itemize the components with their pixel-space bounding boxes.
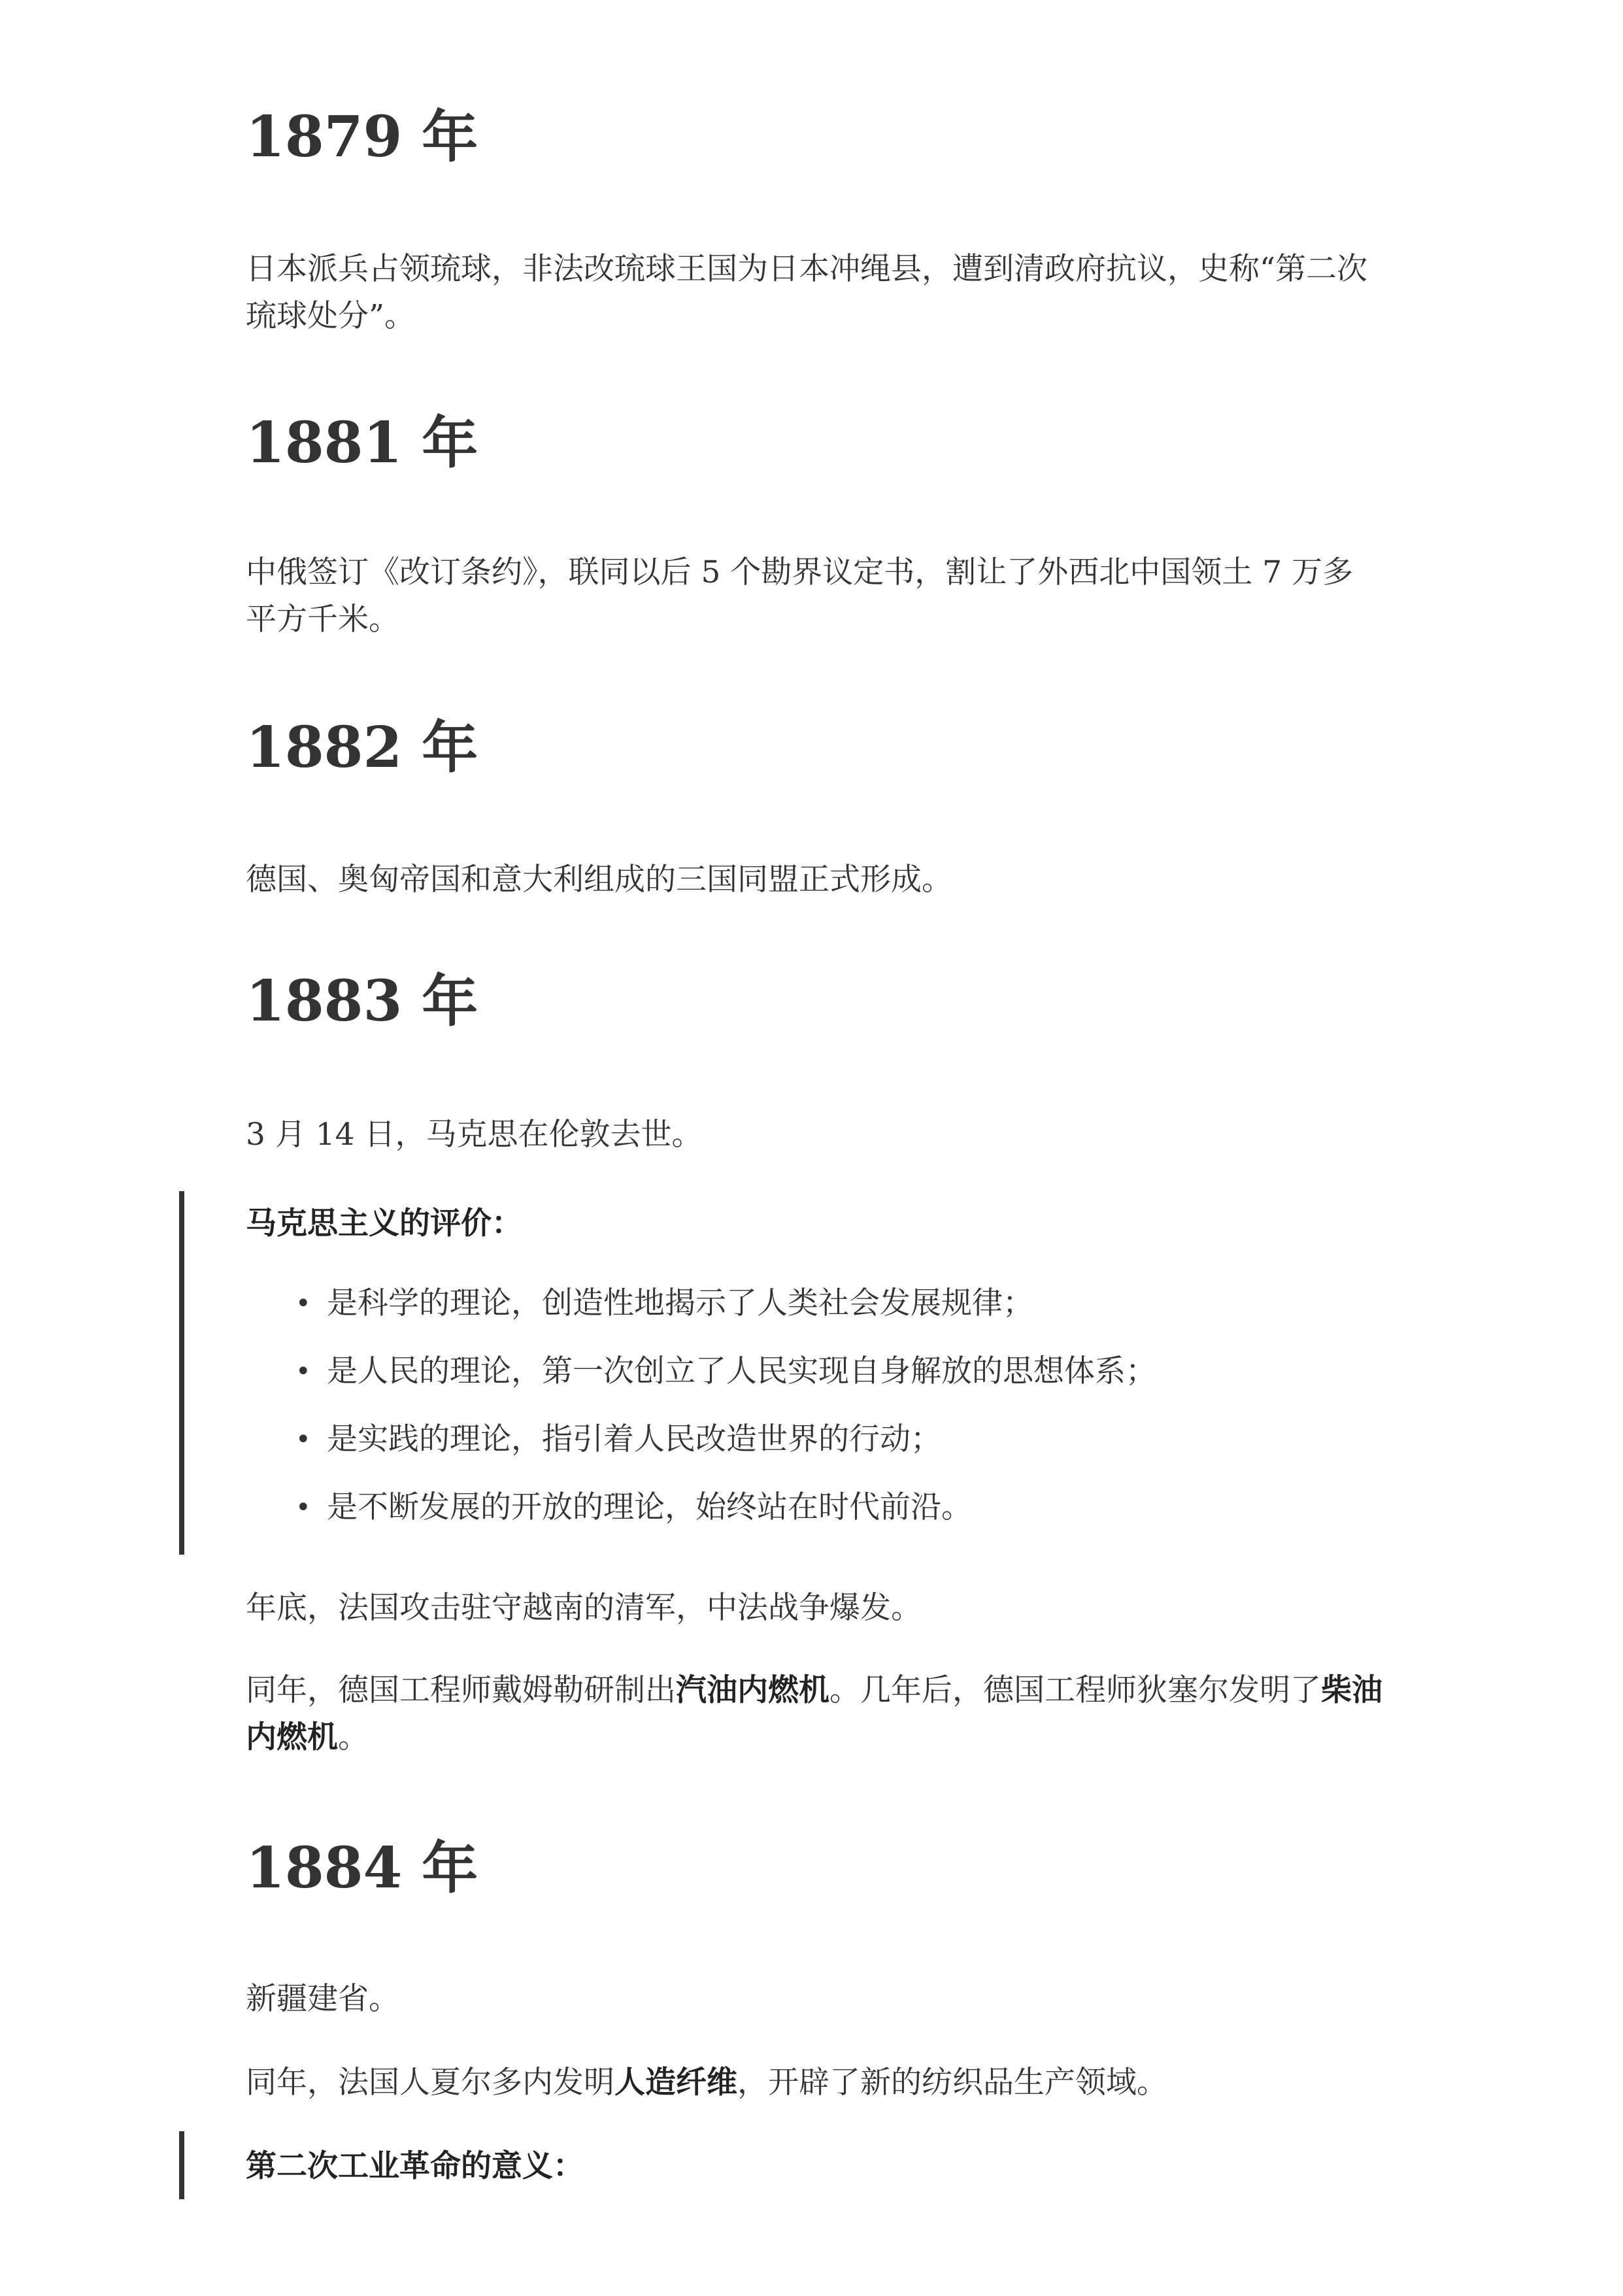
paragraph-1881: 中俄签订《改订条约》，联同以后 5 个勘界议定书，割让了外西北中国领土 7 万多平方千米。	[246, 554, 1354, 637]
paragraph-1879: 日本派兵占领琉球，非法改琉球王国为日本冲绳县，遭到清政府抗议，史称“第二次琉球处分”。	[246, 251, 1368, 334]
blockquote-bar	[179, 1191, 184, 1555]
bullet-icon: •	[295, 1425, 311, 1455]
list-item: • 是实践的理论，指引着人民改造世界的行动；	[246, 1416, 1383, 1484]
heading-1882: 1882 年	[246, 715, 478, 781]
paragraph-1883-engines: 同年，德国工程师戴姆勒研制出汽油内燃机。几年后，德国工程师狄塞尔发明了柴油内燃机。	[246, 1672, 1382, 1755]
quote-title-industrial-revolution: 第二次工业革命的意义：	[246, 2148, 584, 2184]
blockquote-bar-2	[179, 2131, 184, 2199]
heading-1879: 1879 年	[246, 104, 478, 170]
list-item: • 是人民的理论，第一次创立了人民实现自身解放的思想体系；	[246, 1348, 1383, 1416]
bullet-icon: •	[295, 1493, 311, 1523]
term-diesel-engine: 柴油内燃机	[246, 1672, 1382, 1755]
list-item: • 是科学的理论，创造性地揭示了人类社会发展规律；	[246, 1280, 1383, 1348]
bullet-icon: •	[295, 1289, 311, 1319]
paragraph-1882: 德国、奥匈帝国和意大利组成的三国同盟正式形成。	[246, 862, 952, 898]
heading-1884: 1884 年	[246, 1835, 478, 1901]
term-artificial-fiber: 人造纤维	[614, 2065, 737, 2101]
list-item: • 是不断发展的开放的理论，始终站在时代前沿。	[246, 1484, 1383, 1552]
heading-1883: 1883 年	[246, 968, 478, 1034]
marxism-list	[246, 1280, 1383, 1552]
bullet-icon: •	[295, 1357, 311, 1387]
term-gasoline-engine: 汽油内燃机	[676, 1672, 829, 1708]
paragraph-1883-date: 3 月 14 日，马克思在伦敦去世。	[246, 1117, 703, 1153]
paragraph-1883-war: 年底，法国攻击驻守越南的清军，中法战争爆发。	[246, 1590, 922, 1626]
quote-title-marxism: 马克思主义的评价：	[246, 1206, 522, 1241]
paragraph-1884-xinjiang: 新疆建省。	[246, 1981, 399, 2017]
paragraph-1884-fiber: 同年，法国人夏尔多内发明人造纤维，开辟了新的纺织品生产领域。	[246, 2065, 1167, 2101]
heading-1881: 1881 年	[246, 410, 478, 476]
